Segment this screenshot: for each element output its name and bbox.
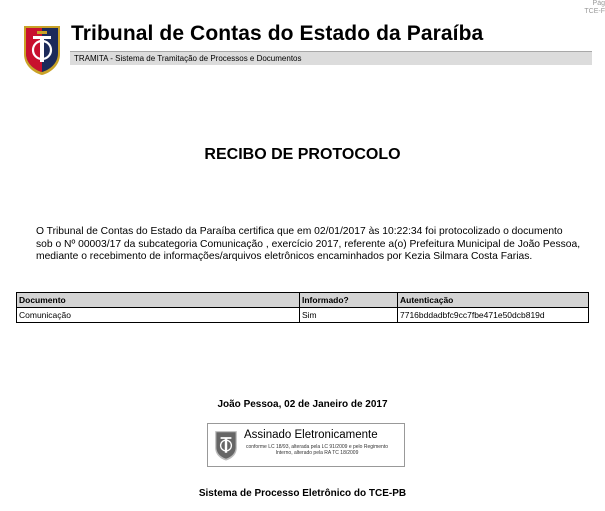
page-label: Pág	[592, 0, 605, 7]
certification-paragraph: O Tribunal de Contas do Estado da Paraíba certifica que em 02/01/2017 às 10:22:34 foi protocolizado o documento sob o Nº 00003/17 da subcategoria Comunicação , exercício 2017, referente a(o) Prefeitura Municipal de João Pessoa, mediante o recebimento de informações/arquivos eletrônicos encaminhados por Kezia Silmara Costa Farias.	[36, 226, 581, 263]
cell-informado: Sim	[300, 308, 398, 323]
cell-documento: Comunicação	[17, 308, 300, 323]
electronic-signature-stamp	[207, 423, 405, 467]
doc-code-label: TCE-F	[584, 8, 605, 15]
tce-coat-of-arms-logo	[22, 24, 62, 76]
signature-title: Assinado Eletronicamente	[244, 429, 378, 441]
cell-autenticacao: 7716bddadbfc9cc7fbe471e50dcb819d	[398, 308, 589, 323]
stamp-coat-of-arms-icon	[214, 429, 238, 462]
page-corner-label	[575, 0, 605, 16]
table-row	[17, 308, 589, 323]
footer-system-name: Sistema de Processo Eletrônico do TCE-PB	[198, 488, 407, 499]
institution-name: Tribunal de Contas do Estado da Paraíba	[71, 22, 484, 45]
col-header-documento: Documento	[17, 293, 300, 308]
signature-legal-note: conforme LC 18/93, alterada pela LC 91/2009 e pelo Regimento Interno, alterado pela RA TC 18/2009	[245, 444, 389, 456]
place-and-date: João Pessoa, 02 de Janeiro de 2017	[217, 399, 388, 410]
documents-table	[16, 292, 589, 323]
table-header-row	[17, 293, 589, 308]
col-header-autenticacao: Autenticação	[398, 293, 589, 308]
document-title: RECIBO DE PROTOCOLO	[204, 146, 401, 163]
col-header-informado: Informado?	[300, 293, 398, 308]
system-name-bar: TRAMITA - Sistema de Tramitação de Processos e Documentos	[70, 51, 592, 65]
